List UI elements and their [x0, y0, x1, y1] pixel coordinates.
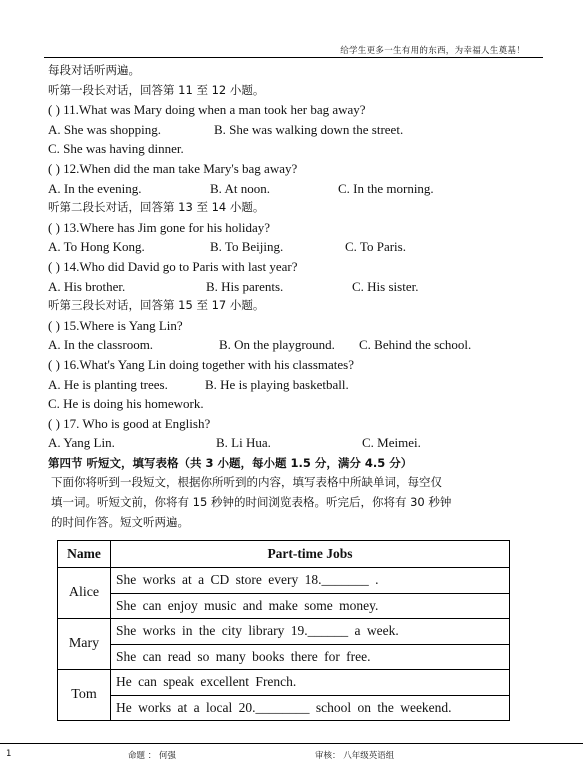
question-line: ( ) 15.Where is Yang Lin?: [48, 317, 183, 333]
name-column-header: Name: [58, 541, 111, 568]
answer-option: B. On the playground.: [219, 337, 335, 353]
answer-option: C. His sister.: [352, 278, 419, 294]
table-row: [58, 644, 510, 670]
page-number: 1: [6, 749, 12, 759]
answer-option: A. His brother.: [48, 278, 126, 294]
instruction-text: 听第二段长对话，回答第 13 至 14 小题。: [48, 200, 265, 215]
answer-option: C. Behind the school.: [359, 337, 472, 353]
question-line: ( ) 17. Who is good at English?: [48, 415, 211, 431]
section-4-instructions: [48, 473, 543, 532]
answer-options: [48, 120, 543, 140]
question-line: ( ) 16.What's Yang Lin doing together with his classmates?: [48, 356, 354, 372]
job-detail: She works in the city library 19.______ a week.: [111, 619, 510, 645]
question-line: ( ) 13.Where has Jim gone for his holiday?: [48, 219, 271, 235]
answer-options: [48, 335, 543, 355]
row-name: Mary: [58, 619, 111, 670]
instruction-line: 下面你将听到一段短文，根据你所听到的内容，填写表格中所缺单词，每空仅: [51, 475, 442, 490]
answer-option: B. She was walking down the street.: [214, 121, 404, 137]
answer-options: [48, 433, 543, 453]
job-detail: He works at a local 20.________ school on the weekend.: [111, 695, 510, 721]
answer-options: [48, 179, 543, 199]
header-divider: [44, 57, 543, 58]
answer-option: A. To Hong Kong.: [48, 239, 145, 255]
header-slogan: 给学生更多一生有用的东西，为幸福人生奠基！: [340, 46, 525, 56]
jobs-column-header: Part-time Jobs: [111, 541, 510, 568]
answer-option: C. In the morning.: [338, 180, 434, 196]
question-line: ( ) 14.Who did David go to Paris with last year?: [48, 258, 298, 274]
answer-option: A. Yang Lin.: [48, 435, 115, 451]
answer-options: [48, 277, 543, 297]
row-name: Alice: [58, 568, 111, 619]
table-row: [58, 593, 510, 619]
footer-author: 命题 ： 何强: [128, 751, 176, 761]
answer-option: A. In the evening.: [48, 180, 142, 196]
job-detail: She can enjoy music and make some money.: [111, 593, 510, 619]
instruction-text: 每段对话听两遍。: [48, 63, 140, 77]
answer-option: C. Meimei.: [362, 435, 421, 451]
part-time-jobs-table: [57, 540, 510, 721]
table-row: [58, 695, 510, 721]
job-detail: He can speak excellent French.: [111, 670, 510, 696]
answer-option: A. In the classroom.: [48, 337, 154, 353]
table-row: [58, 670, 510, 696]
answer-option: B. At noon.: [210, 180, 270, 196]
table-row: [58, 619, 510, 645]
table-header-row: [58, 541, 510, 568]
instruction-text: 听第一段长对话，回答第 11 至 12 小题。: [48, 82, 265, 97]
job-detail: She can read so many books there for free.: [111, 644, 510, 670]
instruction-line: 的时间作答。短文听两遍。: [51, 514, 189, 529]
section-4-title: 第四节 听短文，填写表格（共 3 小题，每小题 1.5 分，满分 4.5 分）: [48, 455, 413, 470]
answer-option: A. She was shopping.: [48, 121, 162, 137]
question-line: C. He is doing his homework.: [48, 396, 204, 412]
question-line: ( ) 12.When did the man take Mary's bag away?: [48, 160, 298, 176]
question-line: C. She was having dinner.: [48, 141, 184, 157]
answer-options: [48, 375, 543, 395]
answer-option: B. He is playing basketball.: [205, 376, 349, 392]
footer-reviewer: 审核： 八年级英语组: [315, 751, 395, 761]
job-detail: She works at a CD store every 18._______ .: [111, 568, 510, 594]
table-row: [58, 568, 510, 594]
row-name: Tom: [58, 670, 111, 721]
answer-option: A. He is planting trees.: [48, 376, 168, 392]
instruction-line: 填一词。听短文前，你将有 15 秒钟的时间浏览表格。听完后，你将有 30 秒钟: [51, 495, 452, 510]
instruction-text: 听第三段长对话，回答第 15 至 17 小题。: [48, 298, 265, 313]
answer-options: [48, 237, 543, 257]
question-line: ( ) 11.What was Mary doing when a man took her bag away?: [48, 102, 366, 118]
answer-option: B. To Beijing.: [210, 239, 284, 255]
footer-divider: [0, 743, 583, 744]
listening-questions: [48, 61, 543, 532]
answer-option: B. His parents.: [206, 278, 284, 294]
answer-option: C. To Paris.: [345, 239, 406, 255]
answer-option: B. Li Hua.: [216, 435, 271, 451]
